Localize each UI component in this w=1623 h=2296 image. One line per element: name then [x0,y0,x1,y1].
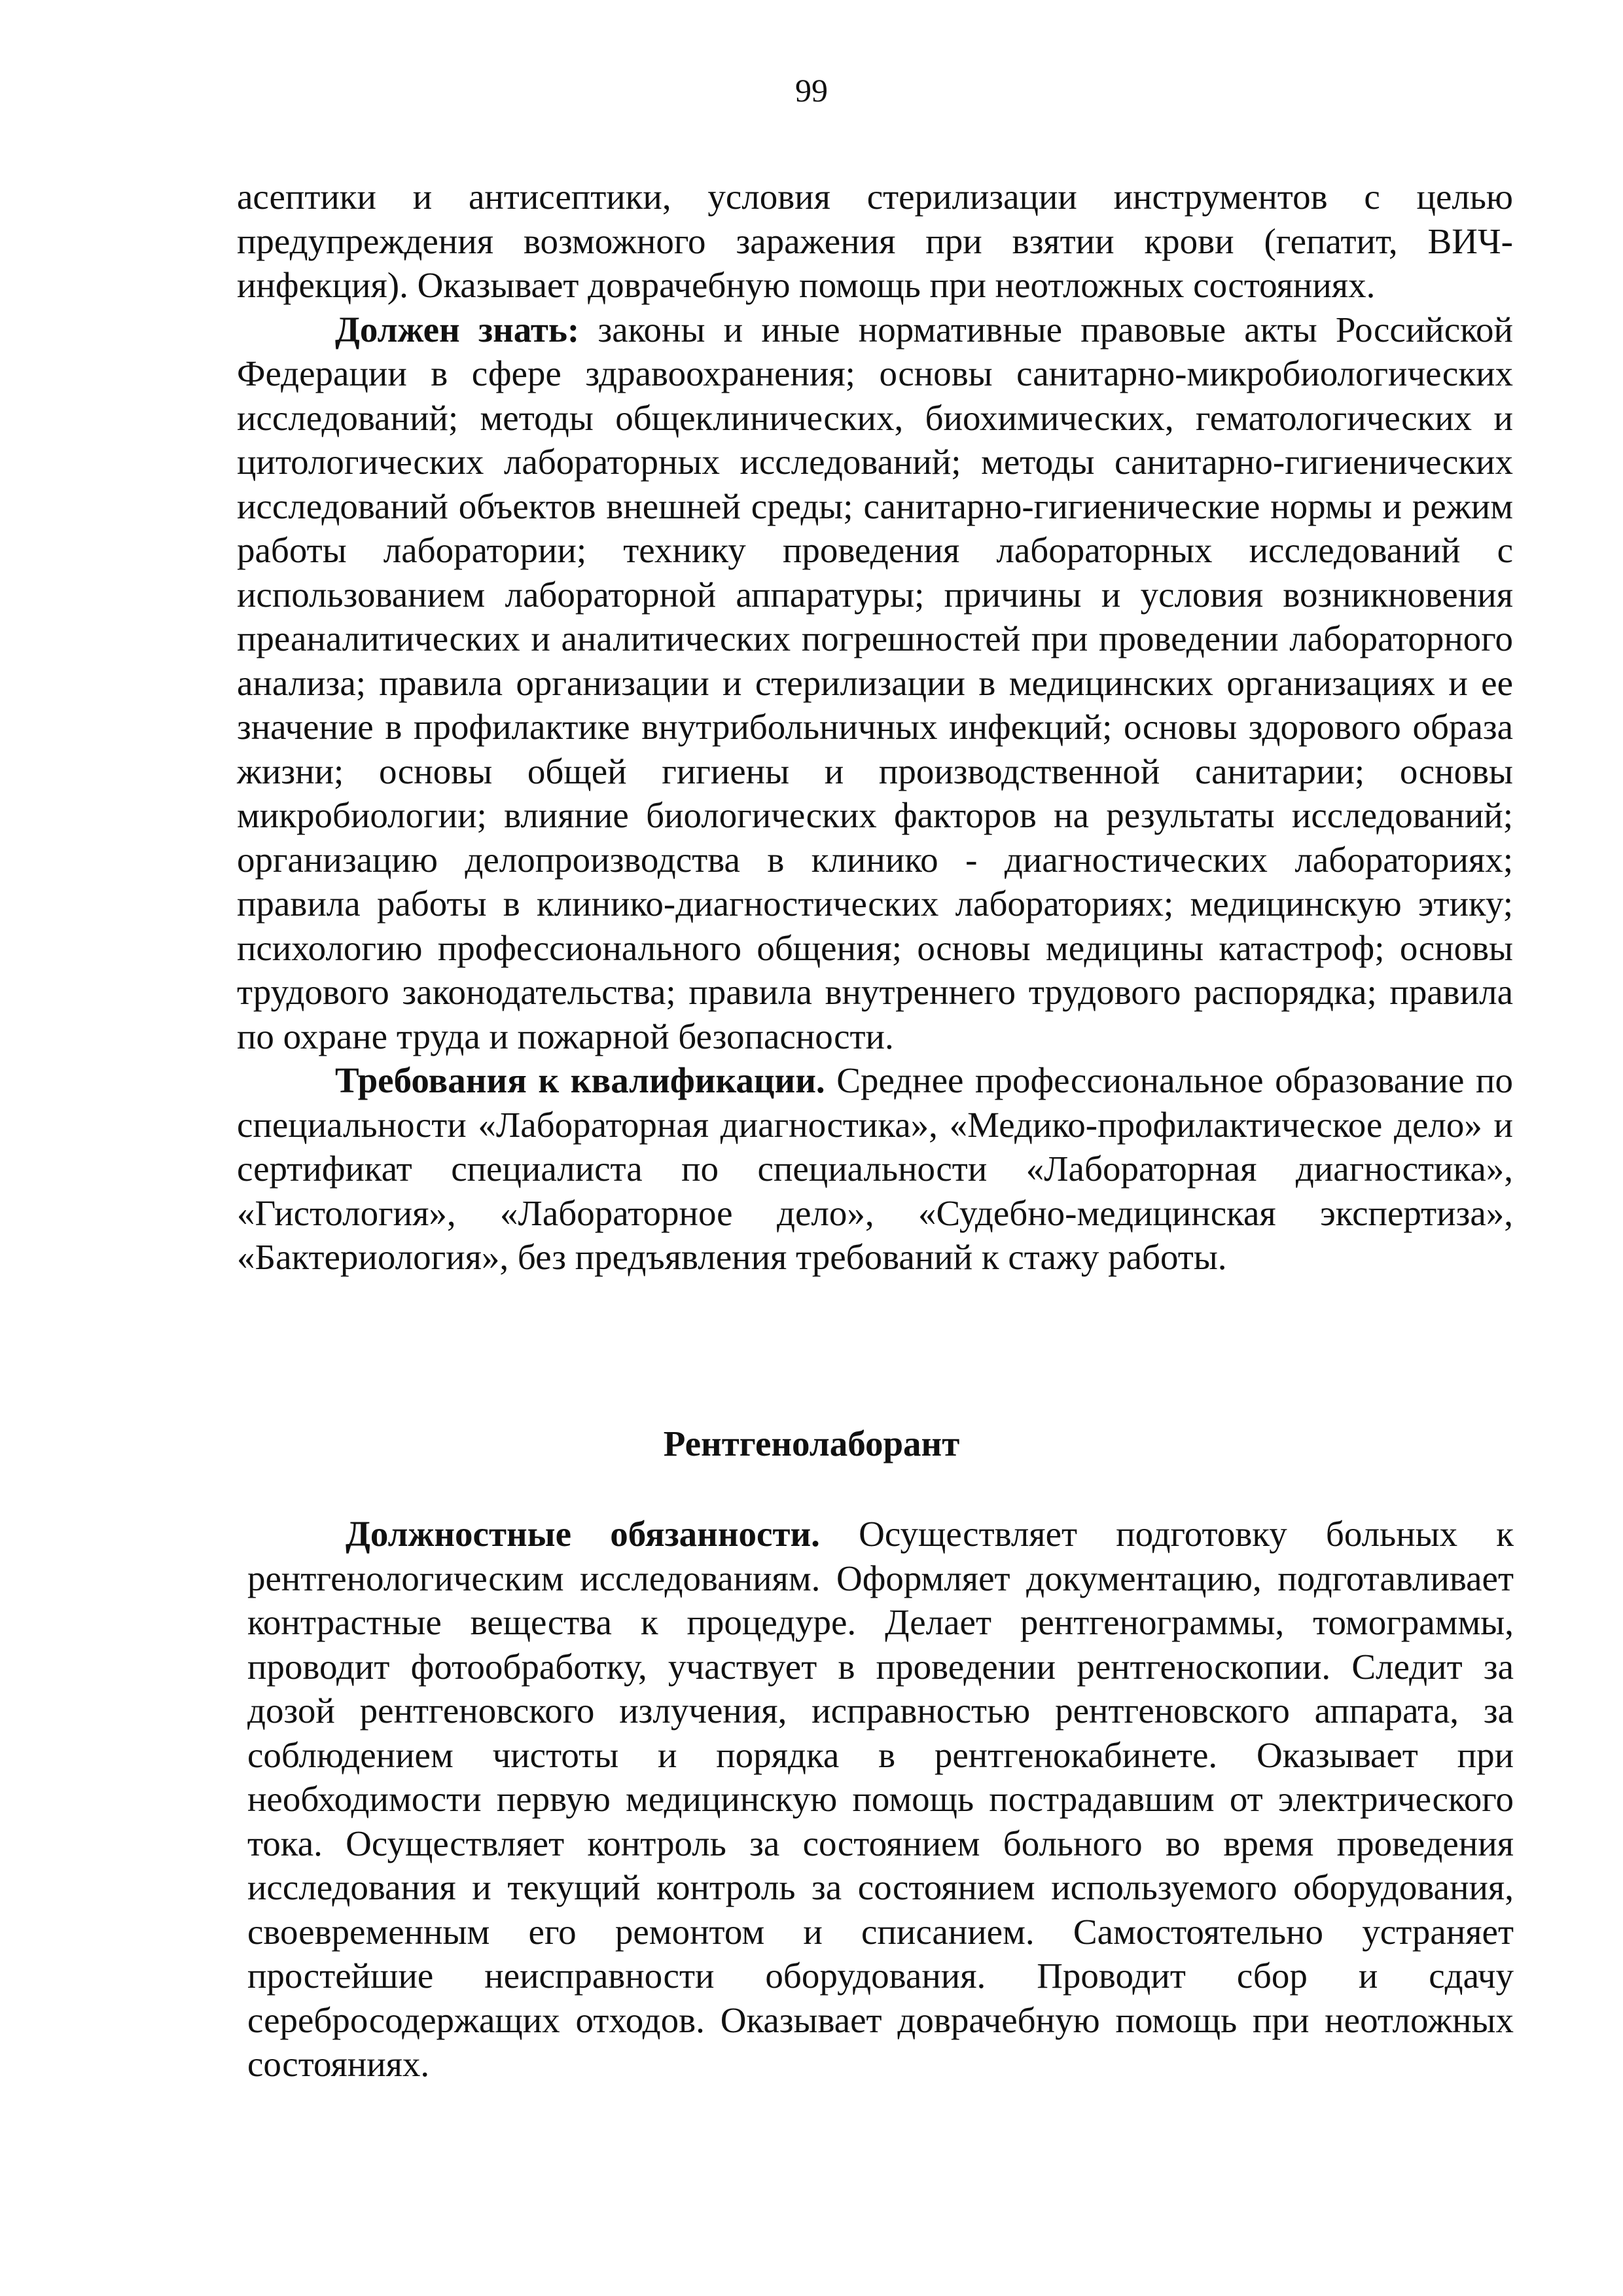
knowledge-paragraph [237,308,1513,1059]
section-xray-technician [247,1512,1514,2087]
qualification-label: Требования к квалификации. [335,1060,825,1100]
continuation-paragraph: асептики и антисептики, условия стерилизации инструментов с целью предупреждения возможного заражения при взятии крови (гепатит, ВИЧ-инфекция). Оказывает доврачебную помощь при неотложных состояниях. [237,177,1513,305]
section-title-xray-technician: Рентгенолаборант [663,1424,960,1463]
section-lab-technician-continued [237,175,1513,1280]
duties-label: Должностные обязанности. [346,1514,820,1554]
page-number: 99 [795,72,828,109]
qualification-text: Среднее профессиональное образование по специальности «Лабораторная диагностика», «Медико-профилактическое дело» и сертификат специалиста по специальности «Лабораторная диагностика», «Гистология», «Лабораторное дело», «Судебно-медицинская экспертиза», «Бактериология», без предъявления требований к стажу работы. [237,1060,1513,1277]
duties-text: Осуществляет подготовку больных к рентгенологическим исследованиям. Оформляет документацию, подготавливает контрастные вещества к процедуре. Делает рентгенограммы, томограммы, проводит фотообработку, участвует в проведении рентгеноскопии. Следит за дозой рентгеновского излучения, исправностью рентгеновского аппарата, за соблюдением чистоты и порядка в рентгенокабинете. Оказывает при необходимости первую медицинскую помощь пострадавшим от электрического тока. Осуществляет контроль за состоянием больного во время проведения исследования и текущий контроль за состоянием используемого оборудования, своевременным его ремонтом и списанием. Самостоятельно устраняет простейшие неисправности оборудования. Проводит сбор и сдачу серебросодержащих отходов. Оказывает доврачебную помощь при неотложных состояниях. [247,1514,1514,2084]
knowledge-text: законы и иные нормативные правовые акты Российской Федерации в сфере здравоохранения; основы санитарно-микробиологических исследований; методы общеклинических, биохимических, гематологических и цитологических лабораторных исследований; методы санитарно-гигиенических исследований объектов внешней среды; санитарно-гигиенические нормы и режим работы лаборатории; технику проведения лабораторных исследований с использованием лабораторной аппаратуры; причины и условия возникновения преаналитических и аналитических погрешностей при проведении лабораторного анализа; правила организации и стерилизации в медицинских организациях и ее значение в профилактике внутрибольничных инфекций; основы здорового образа жизни; основы общей гигиены и производственной санитарии; основы микробиологии; влияние биологических факторов на результаты исследований; организацию делопроизводства в клинико - диагностических лабораториях; правила работы в клинико-диагностических лабораториях; медицинскую этику; психологию профессионального общения; основы медицины катастроф; основы трудового законодательства; правила внутреннего трудового распорядка; правила по охране труда и пожарной безопасности. [237,309,1513,1056]
knowledge-label: Должен знать: [335,309,580,350]
duties-paragraph [247,1512,1514,2087]
qualification-paragraph [237,1058,1513,1280]
